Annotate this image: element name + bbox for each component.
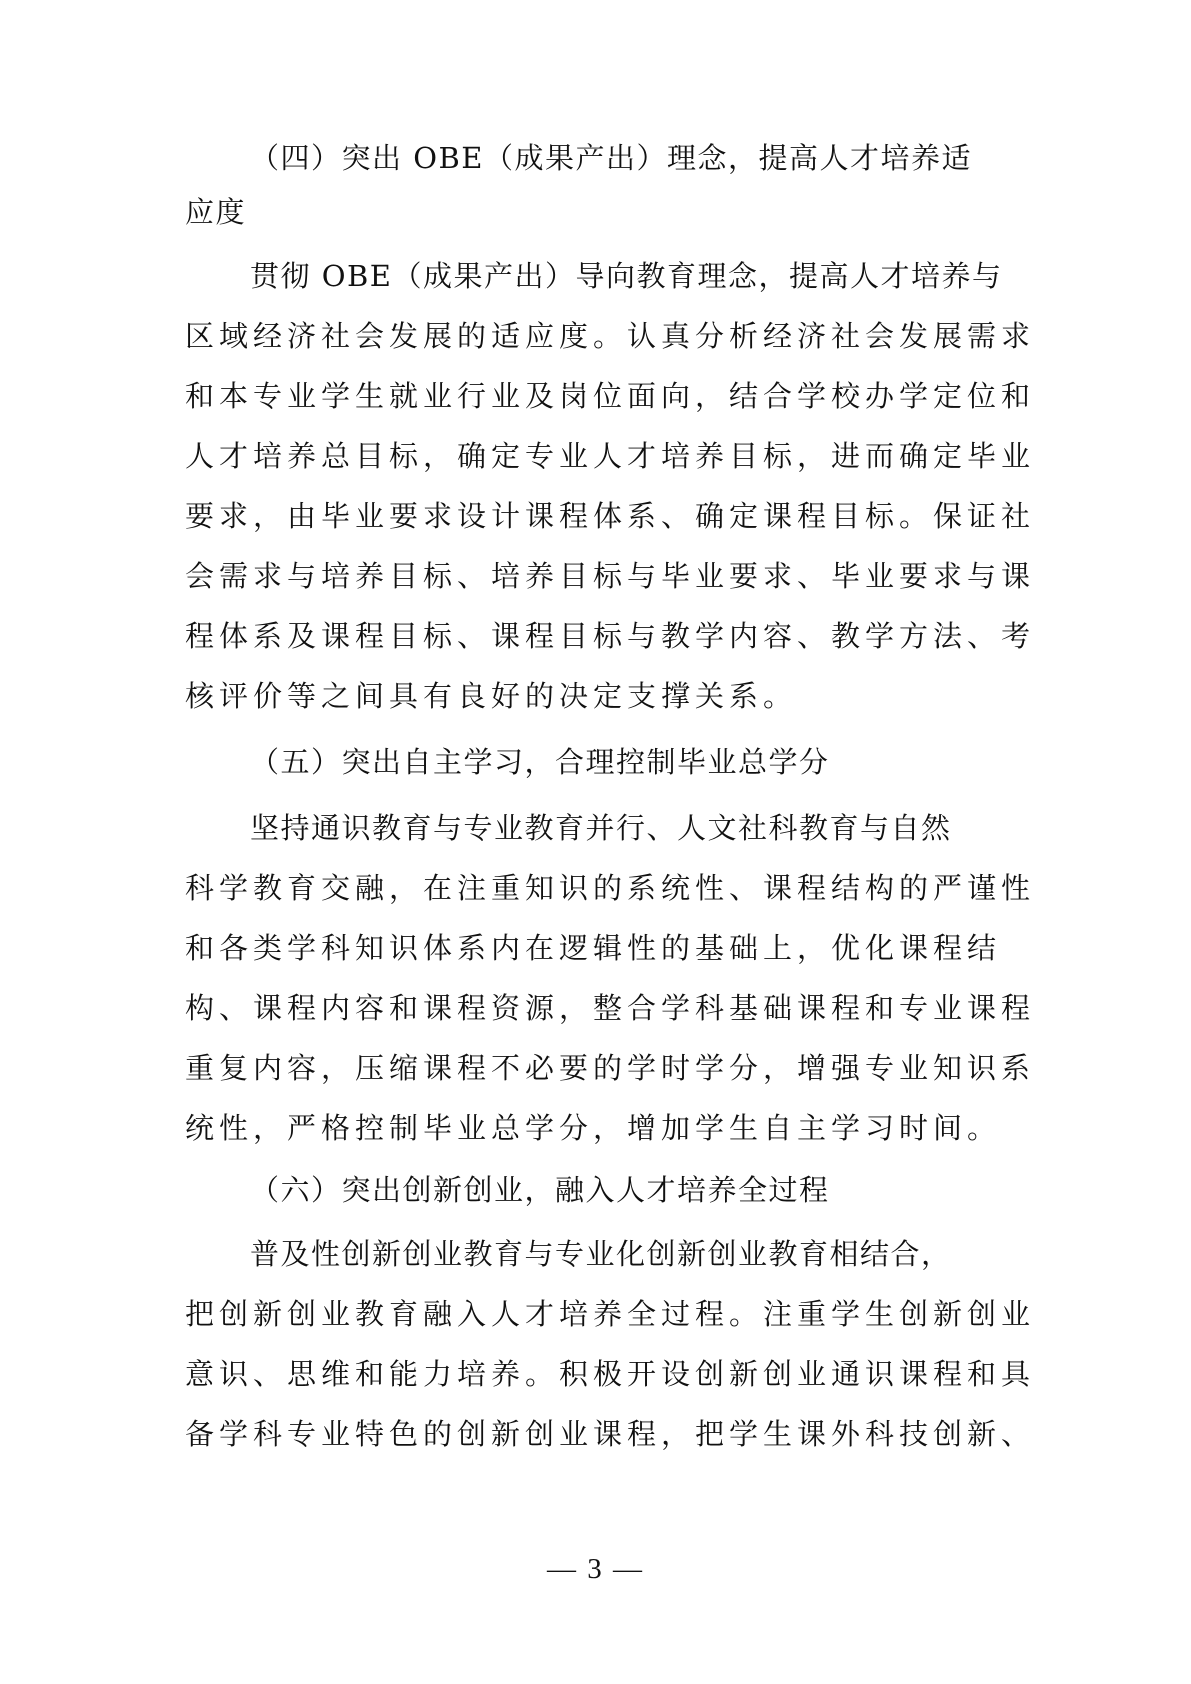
paragraph-line: 科学教育交融，在注重知识的系统性、课程结构的严谨性 bbox=[185, 871, 1036, 905]
paragraph-line: 区域经济社会发展的适应度。认真分析经济社会发展需求 bbox=[185, 319, 1036, 353]
paragraph-line: 备学科专业特色的创新创业课程，把学生课外科技创新、 bbox=[185, 1417, 1036, 1451]
paragraph-line: 人才培养总目标，确定专业人才培养目标，进而确定毕业 bbox=[185, 439, 1036, 473]
paragraph-line: 坚持通识教育与专业教育并行、人文社科教育与自然 bbox=[250, 811, 952, 845]
paragraph-line: 要求，由毕业要求设计课程体系、确定课程目标。保证社 bbox=[185, 499, 1036, 533]
paragraph-line: 把创新创业教育融入人才培养全过程。注重学生创新创业 bbox=[185, 1297, 1036, 1331]
heading-section-6: （六）突出创新创业，融入人才培养全过程 bbox=[250, 1173, 830, 1207]
heading-section-4: （四）突出 OBE（成果产出）理念，提高人才培养适 bbox=[250, 141, 972, 175]
paragraph-line: 意识、思维和能力培养。积极开设创新创业通识课程和具 bbox=[185, 1357, 1036, 1391]
heading-section-4-continued: 应度 bbox=[185, 195, 247, 229]
paragraph-line: 会需求与培养目标、培养目标与毕业要求、毕业要求与课 bbox=[185, 559, 1036, 593]
paragraph-line: 统性，严格控制毕业总学分，增加学生自主学习时间。 bbox=[185, 1111, 1002, 1145]
page-number: — 3 — bbox=[547, 1553, 644, 1585]
paragraph-line: 核评价等之间具有良好的决定支撑关系。 bbox=[185, 679, 798, 713]
paragraph-line: 和本专业学生就业行业及岗位面向，结合学校办学定位和 bbox=[185, 379, 1036, 413]
paragraph-line: 重复内容，压缩课程不必要的学时学分，增强专业知识系 bbox=[185, 1051, 1036, 1085]
heading-section-5: （五）突出自主学习，合理控制毕业总学分 bbox=[250, 745, 830, 779]
paragraph-line: 和各类学科知识体系内在逻辑性的基础上，优化课程结 bbox=[185, 931, 1002, 965]
paragraph-line: 普及性创新创业教育与专业化创新创业教育相结合， bbox=[250, 1237, 952, 1271]
paragraph-line: 构、课程内容和课程资源，整合学科基础课程和专业课程 bbox=[185, 991, 1036, 1025]
paragraph-line: 贯彻 OBE（成果产出）导向教育理念，提高人才培养与 bbox=[250, 259, 1003, 293]
paragraph-line: 程体系及课程目标、课程目标与教学内容、教学方法、考 bbox=[185, 619, 1036, 653]
